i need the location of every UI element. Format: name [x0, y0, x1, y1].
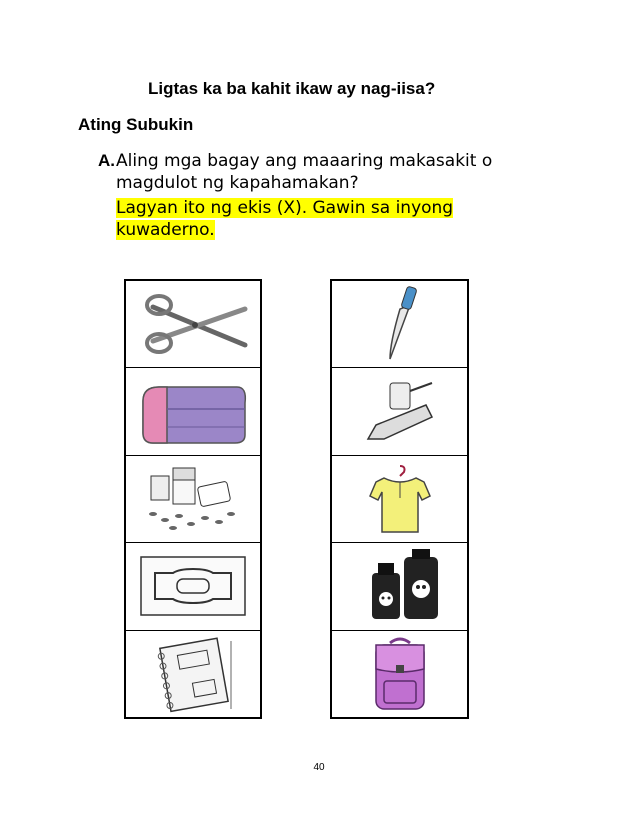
- cell-backpack[interactable]: [332, 631, 467, 717]
- poison-bottles-icon: [340, 547, 460, 625]
- bar-of-soap-icon: [133, 547, 253, 625]
- cell-glue[interactable]: [332, 368, 467, 455]
- instruction-line-1: Lagyan ito ng ekis (X). Gawin sa inyong: [116, 198, 454, 218]
- cell-soap[interactable]: [126, 543, 260, 630]
- cell-shirt[interactable]: [332, 456, 467, 543]
- medicine-pills-icon: [133, 460, 253, 538]
- page-title: Ligtas ka ba kahit ikaw ay nag-iisa?: [148, 79, 436, 98]
- shirt-on-hanger-icon: [340, 460, 460, 538]
- cell-notebook[interactable]: [126, 631, 260, 717]
- right-image-column: [330, 279, 469, 719]
- glue-tube-icon: [340, 373, 460, 451]
- question-letter: A.: [98, 151, 115, 170]
- cell-poison[interactable]: [332, 543, 467, 630]
- question-line-2: magdulot ng kapahamakan?: [116, 173, 359, 193]
- instruction-line-2: kuwaderno.: [116, 220, 215, 240]
- question-line-1: Aling mga bagay ang maaaring makasakit o: [116, 151, 493, 171]
- page-number: 40: [313, 762, 325, 773]
- instruction-line-1-wrap: [116, 197, 453, 219]
- cell-scissors[interactable]: [126, 281, 260, 368]
- scissors-icon: [133, 285, 253, 363]
- cell-medicine[interactable]: [126, 456, 260, 543]
- backpack-icon: [340, 635, 460, 713]
- knife-icon: [340, 285, 460, 363]
- instruction-line-2-wrap: [116, 219, 215, 241]
- cell-blanket[interactable]: [126, 368, 260, 455]
- folded-blanket-icon: [133, 373, 253, 451]
- left-image-column: [124, 279, 262, 719]
- notebook-icon: [133, 635, 253, 713]
- cell-knife[interactable]: [332, 281, 467, 368]
- section-heading: Ating Subukin: [78, 115, 194, 134]
